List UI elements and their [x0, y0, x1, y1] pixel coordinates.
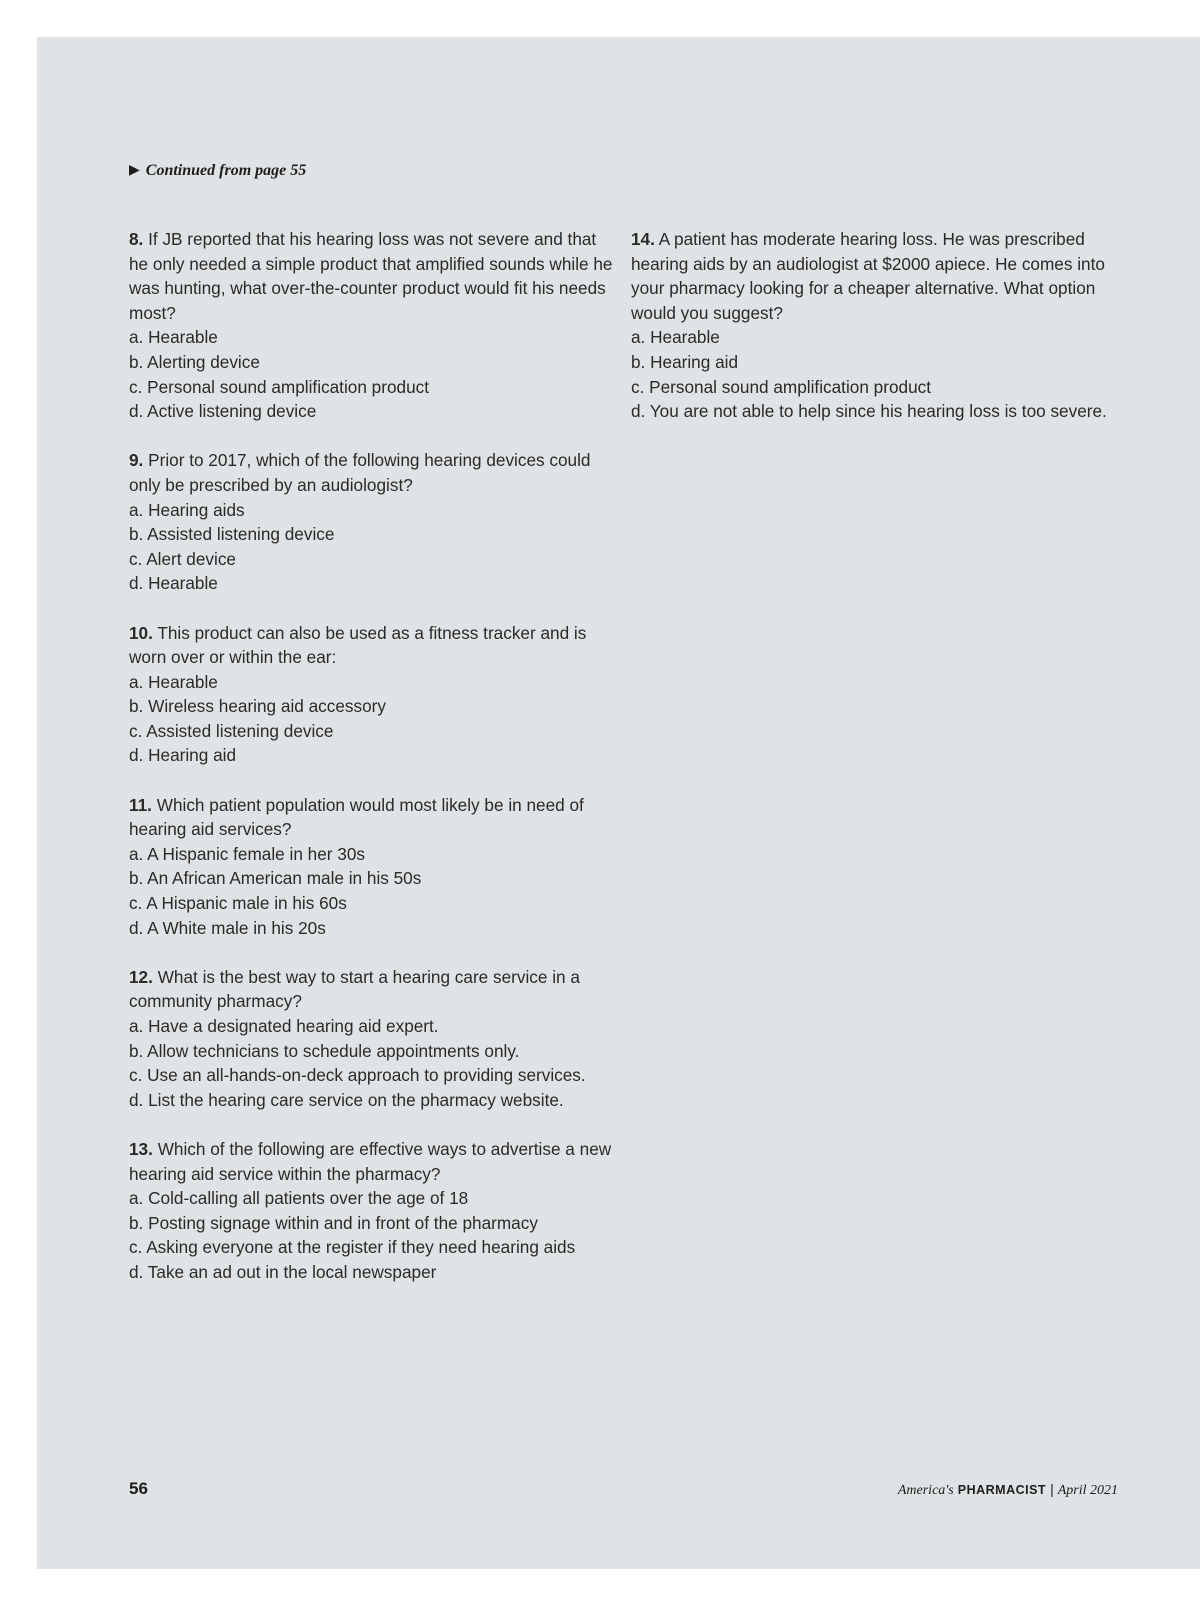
question-number: 13.: [129, 1138, 153, 1159]
answer-option: b. An African American male in his 50s: [129, 868, 422, 889]
left-column: [129, 227, 614, 1309]
question-stem: Which patient population would most likely be in need of hearing aid services?: [129, 794, 584, 840]
answer-options: [129, 1186, 614, 1284]
answer-option: b. Assisted listening device: [129, 524, 335, 545]
answer-option: a. Hearable: [631, 327, 720, 348]
question-number: 8.: [129, 229, 144, 249]
answer-option: a. Hearable: [129, 327, 218, 348]
answer-options: [129, 842, 614, 940]
question-8: [129, 227, 614, 424]
footer-separator: |: [1050, 1481, 1054, 1497]
question-stem: This product can also be used as a fitness tracker and is worn over or within the ear:: [129, 622, 587, 668]
continued-text: Continued from page 55: [145, 162, 307, 179]
question-12: [129, 965, 614, 1113]
answer-option: c. Personal sound amplification product: [631, 376, 931, 397]
question-number: 11.: [129, 794, 152, 815]
answer-option: c. Personal sound amplification product: [129, 376, 429, 397]
magazine-prefix: America's: [897, 1483, 954, 1498]
magazine-page: [37, 37, 1200, 1569]
answer-option: b. Alerting device: [129, 351, 260, 372]
answer-option: a. Cold-calling all patients over the age of 18: [129, 1188, 469, 1209]
answer-option: d. List the hearing care service on the pharmacy website.: [129, 1089, 564, 1110]
answer-option: b. Allow technicians to schedule appointments only.: [129, 1040, 520, 1061]
magazine-name: PHARMACIST: [957, 1483, 1047, 1497]
question-stem: Which of the following are effective ways to advertise a new hearing aid service within the pharmacy?: [129, 1138, 612, 1184]
question-stem: A patient has moderate hearing loss. He was prescribed hearing aids by an audiologist at $2000 apiece. He comes into your pharmacy looking for a cheaper alternative. What option would you suggest?: [631, 229, 1105, 323]
answer-option: b. Hearing aid: [631, 351, 739, 372]
answer-option: c. A Hispanic male in his 60s: [129, 893, 347, 914]
continued-from-note: [129, 162, 306, 180]
answer-option: d. Take an ad out in the local newspaper: [129, 1261, 437, 1282]
question-13: [129, 1137, 614, 1285]
question-stem: Prior to 2017, which of the following hearing devices could only be prescribed by an audiologist?: [129, 450, 591, 495]
question-number: 14.: [631, 229, 655, 249]
page-number: 56: [129, 1479, 148, 1498]
triangle-right-icon: ▶: [129, 163, 140, 178]
answer-option: d. A White male in his 20s: [129, 917, 326, 938]
answer-option: b. Wireless hearing aid accessory: [129, 696, 386, 717]
answer-option: d. You are not able to help since his hearing loss is too severe.: [631, 401, 1107, 422]
question-number: 12.: [129, 966, 153, 987]
question-9: [129, 448, 614, 596]
issue-date: April 2021: [1057, 1483, 1118, 1498]
answer-option: d. Hearing aid: [129, 745, 237, 766]
answer-options: [129, 325, 614, 423]
question-number: 9.: [129, 450, 144, 471]
question-10: [129, 621, 614, 769]
answer-options: [129, 1014, 614, 1112]
answer-option: c. Assisted listening device: [129, 720, 334, 741]
right-column: [631, 227, 1131, 448]
answer-option: a. Hearable: [129, 671, 218, 692]
answer-options: [129, 498, 614, 596]
answer-option: b. Posting signage within and in front of the pharmacy: [129, 1212, 538, 1233]
question-number: 10.: [129, 622, 153, 643]
answer-options: [129, 670, 614, 768]
answer-option: c. Alert device: [129, 548, 236, 569]
question-14: [631, 227, 1131, 424]
answer-option: a. Have a designated hearing aid expert.: [129, 1016, 439, 1036]
answer-options: [631, 325, 1131, 423]
question-stem: What is the best way to start a hearing care service in a community pharmacy?: [129, 966, 580, 1012]
answer-option: d. Hearable: [129, 573, 218, 594]
question-stem: If JB reported that his hearing loss was not severe and that he only needed a simple product that amplified sounds while he was hunting, what over-the-counter product would fit his needs most?: [129, 229, 613, 323]
magazine-footer: [898, 1481, 1118, 1499]
answer-option: c. Asking everyone at the register if they need hearing aids: [129, 1237, 576, 1258]
answer-option: a. Hearing aids: [129, 499, 245, 520]
question-11: [129, 793, 614, 941]
answer-option: c. Use an all-hands-on-deck approach to providing services.: [129, 1065, 586, 1086]
answer-option: d. Active listening device: [129, 401, 317, 422]
answer-option: a. A Hispanic female in her 30s: [129, 843, 365, 864]
